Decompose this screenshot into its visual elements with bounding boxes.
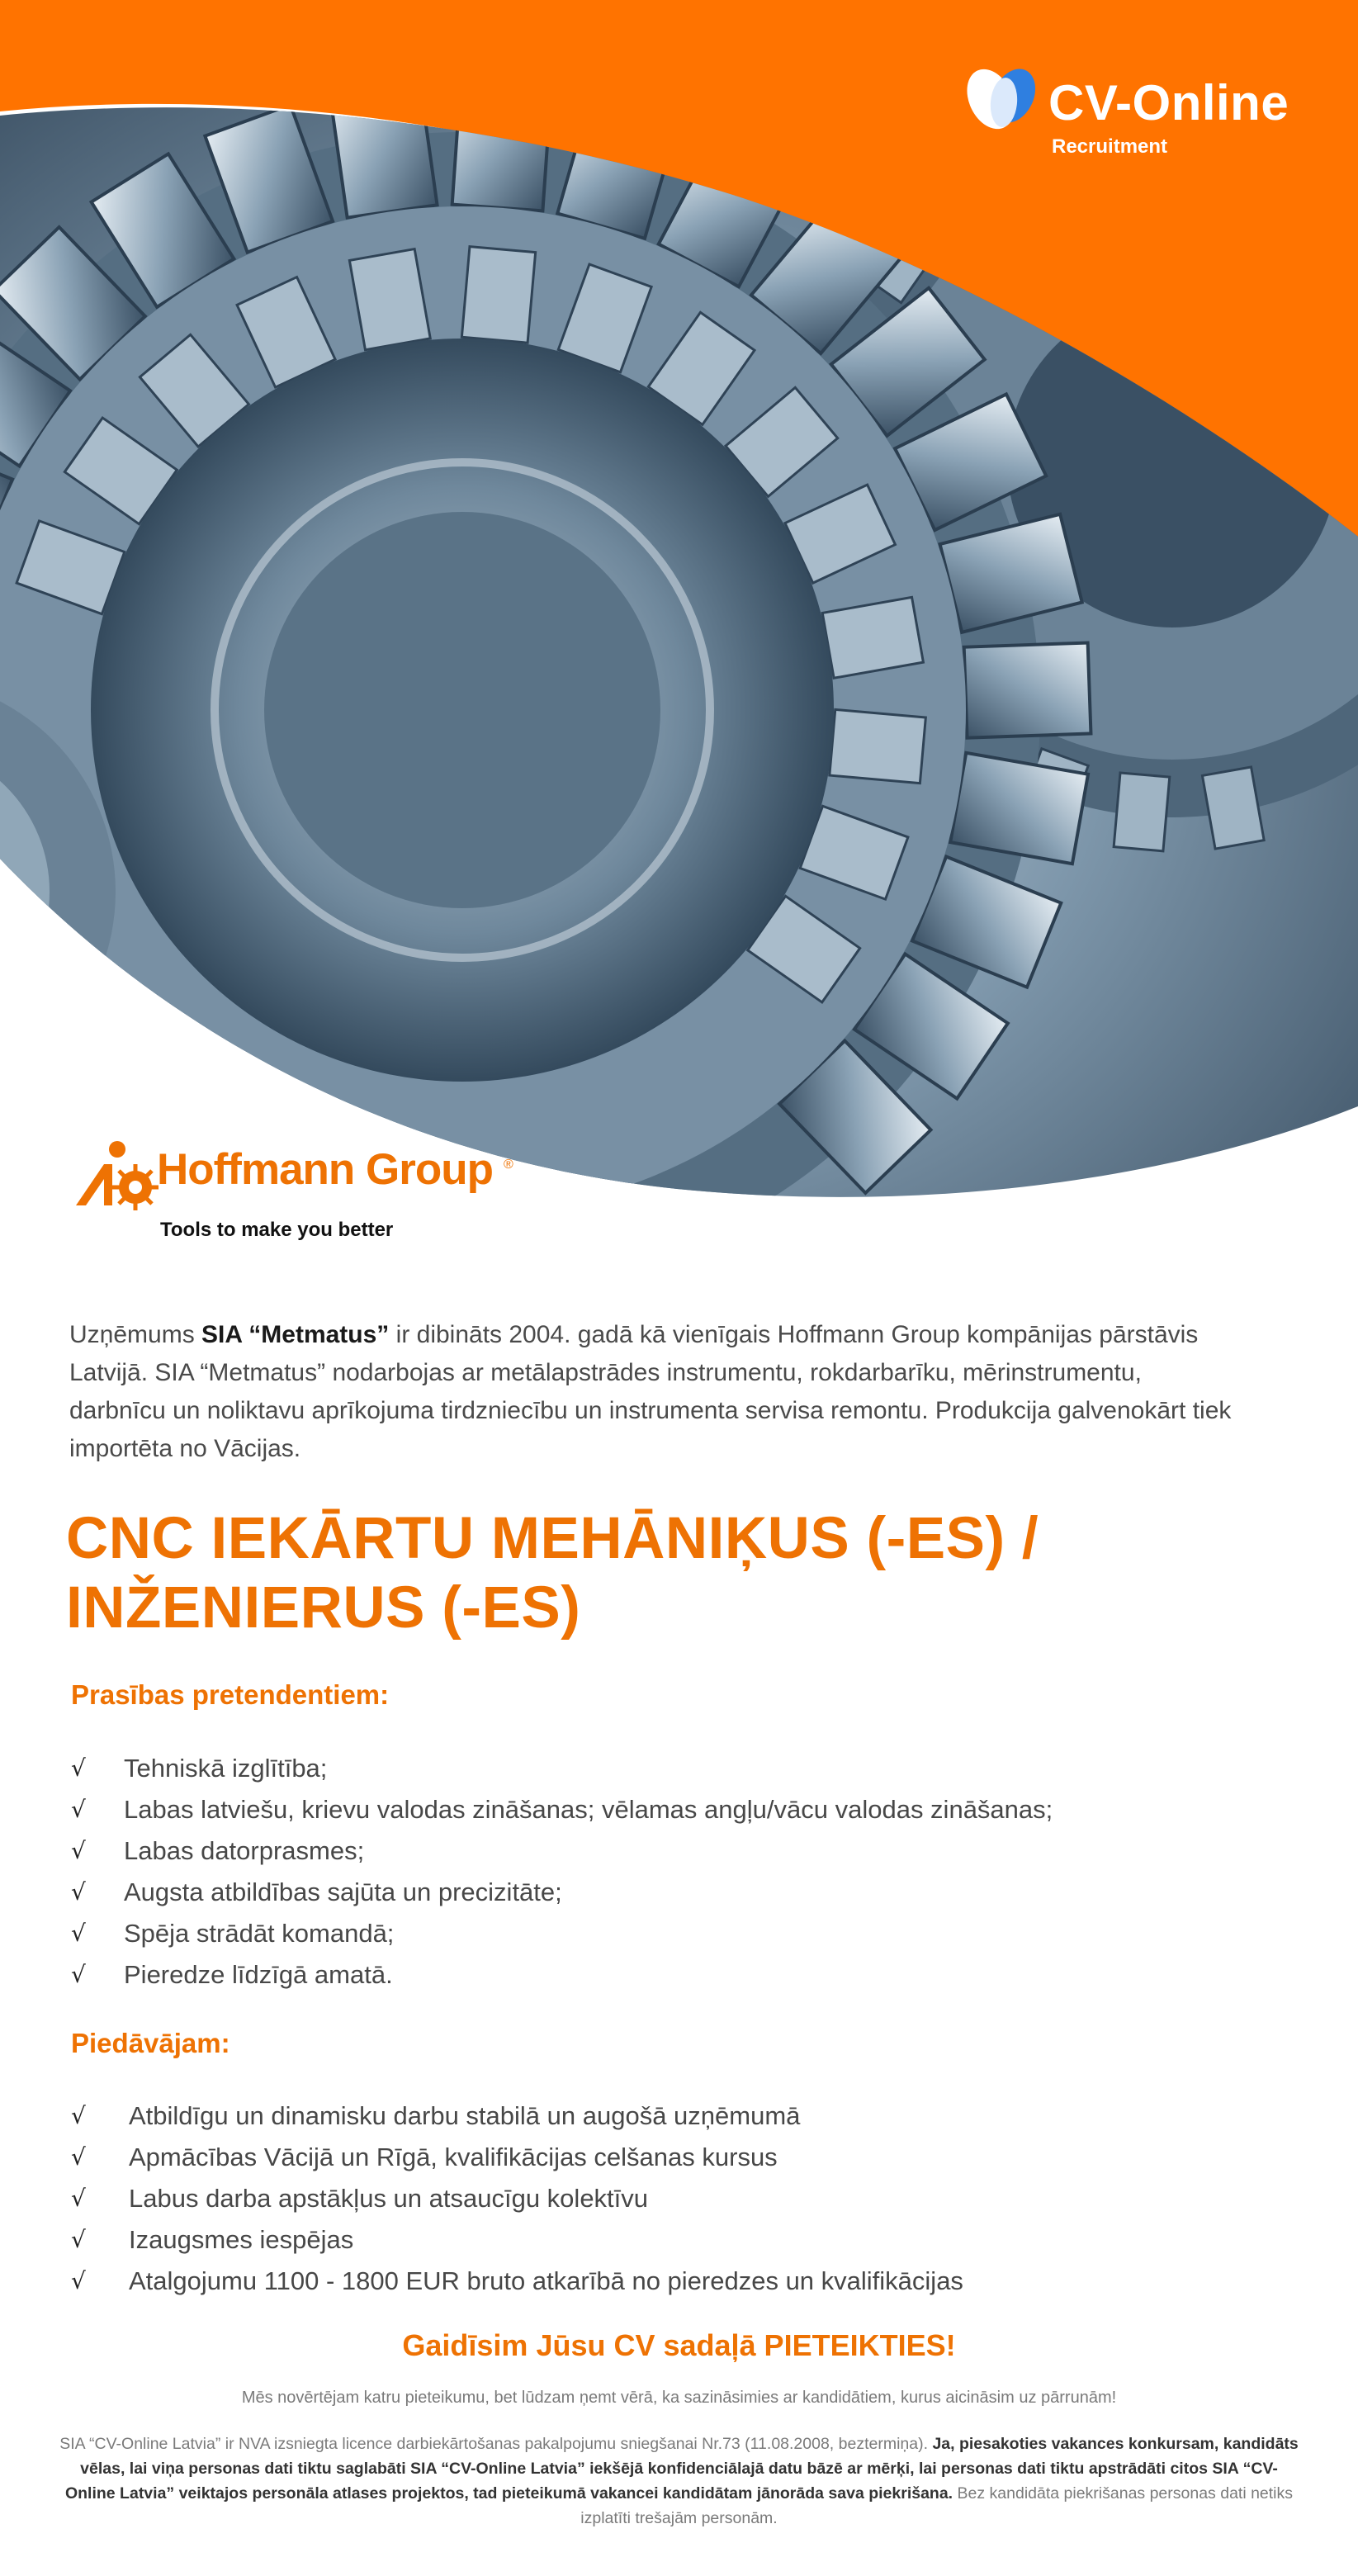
- offers-heading: Piedāvājam:: [71, 2028, 230, 2058]
- brand-subtitle: Recruitment: [1052, 135, 1168, 158]
- brand-name: CV-Online: [1048, 75, 1289, 130]
- checkmark-icon: √: [71, 2102, 86, 2129]
- checkmark-icon: √: [71, 2226, 86, 2253]
- checkmark-icon: √: [71, 1837, 86, 1864]
- cv-online-logo[interactable]: [963, 56, 1309, 172]
- list-item-text: Labus darba apstākļus un atsaucīgu kolektīvu: [129, 2184, 649, 2213]
- checkmark-icon: √: [71, 2267, 86, 2294]
- list-item-text: Labas latviešu, krievu valodas zināšanas; vēlamas angļu/vācu valodas zināšanas;: [124, 1795, 1053, 1824]
- consent-text: Ja, piesakoties vakances konkursam, kandidāts vēlas, lai viņa personas dati tiktu saglabāti SIA “CV-Online Latvia” iekšējā konfidenciālajā datu bāzē ar mērķi, lai personas dati tiktu apstrādāti citos SIA “CV-Online Latvia” veiktajos personāla atlases projektos, tad pieteikumā vakancei kandidātam jānorāda sava piekrišana.: [64, 2435, 1299, 2503]
- company-intro: [69, 1316, 1242, 1468]
- list-item-text: Augsta atbildības sajūta un precizitāte;: [124, 1878, 562, 1906]
- intro-text-rest: ir dibināts 2004. gadā kā vienīgais Hoffmann Group kompānijas pārstāvis Latvijā. SIA “Metmatus” nodarbojas ar metālapstrādes instrumentu, rokdarbarīku, mērinstrumentu, darbnīcu un noliktavu aprīkojuma tirdzniecību un instrumenta servisa remontu. Produkcija galvenokārt tiek importēta no Vācijas.: [69, 1321, 1232, 1462]
- checkmark-icon: √: [71, 2143, 86, 2171]
- list-item-text: Atalgojumu 1100 - 1800 EUR bruto atkarībā no pieredzes un kvalifikācijas: [129, 2266, 963, 2295]
- list-item-text: Apmācības Vācijā un Rīgā, kvalifikācijas celšanas kursus: [129, 2143, 778, 2171]
- license-text: SIA “CV-Online Latvia” ir NVA izsniegta licence darbiekārtošanas pakalpojumu sniegšanai Nr.73 (11.08.2008, beztermiņa).: [59, 2435, 933, 2453]
- gear-photo: [0, 0, 1358, 1238]
- job-title: [66, 1504, 1288, 1643]
- list-item-text: Labas datorprasmes;: [124, 1836, 365, 1865]
- employer-logo: [71, 1139, 533, 1255]
- cv-online-logo-icon: [963, 56, 1045, 139]
- hero-banner: [0, 0, 1358, 1238]
- employer-tagline: Tools to make you better: [160, 1219, 394, 1241]
- employer-registered-mark: ®: [504, 1158, 513, 1172]
- intro-text-start: Uzņēmums: [69, 1321, 202, 1348]
- list-item-text: Tehniskā izglītība;: [124, 1754, 328, 1783]
- contact-note: Mēs novērtējam katru pieteikumu, bet lūdzam ņemt vērā, ka sazināsimies ar kandidātiem, kurus aicināsim uz pārrunām!: [241, 2389, 1117, 2407]
- requirements-heading: Prasības pretendentiem:: [71, 1679, 390, 1710]
- checkmark-icon: √: [71, 1796, 86, 1823]
- list-item-text: Atbildīgu un dinamisku darbu stabilā un augošā uzņēmumā: [129, 2101, 801, 2130]
- hoffmann-group-icon: [71, 1139, 162, 1214]
- privacy-text: Bez kandidāta piekrišanas personas dati netiks izplatīti trešajām personām.: [580, 2484, 1294, 2527]
- apply-call-to-action: Gaidīsim Jūsu CV sadaļā PIETEIKTIES!: [402, 2328, 956, 2362]
- legal-disclaimer: [58, 2432, 1300, 2531]
- checkmark-icon: √: [71, 1878, 86, 1906]
- list-item-text: Izaugsmes iespējas: [129, 2225, 354, 2254]
- employer-name: Hoffmann Group: [157, 1145, 493, 1194]
- checkmark-icon: √: [71, 2185, 86, 2212]
- company-name: SIA “Metmatus”: [201, 1321, 390, 1348]
- checkmark-icon: √: [71, 1754, 86, 1782]
- checkmark-icon: √: [71, 1961, 86, 1988]
- job-title-line-2: INŽENIERUS (-ES): [66, 1575, 581, 1641]
- list-item-text: Pieredze līdzīgā amatā.: [124, 1960, 393, 1989]
- list-item-text: Spēja strādāt komandā;: [124, 1919, 395, 1948]
- job-title-line-1: CNC IEKĀRTU MEHĀNIĶUS (-ES) /: [66, 1506, 1039, 1571]
- checkmark-icon: √: [71, 1920, 86, 1947]
